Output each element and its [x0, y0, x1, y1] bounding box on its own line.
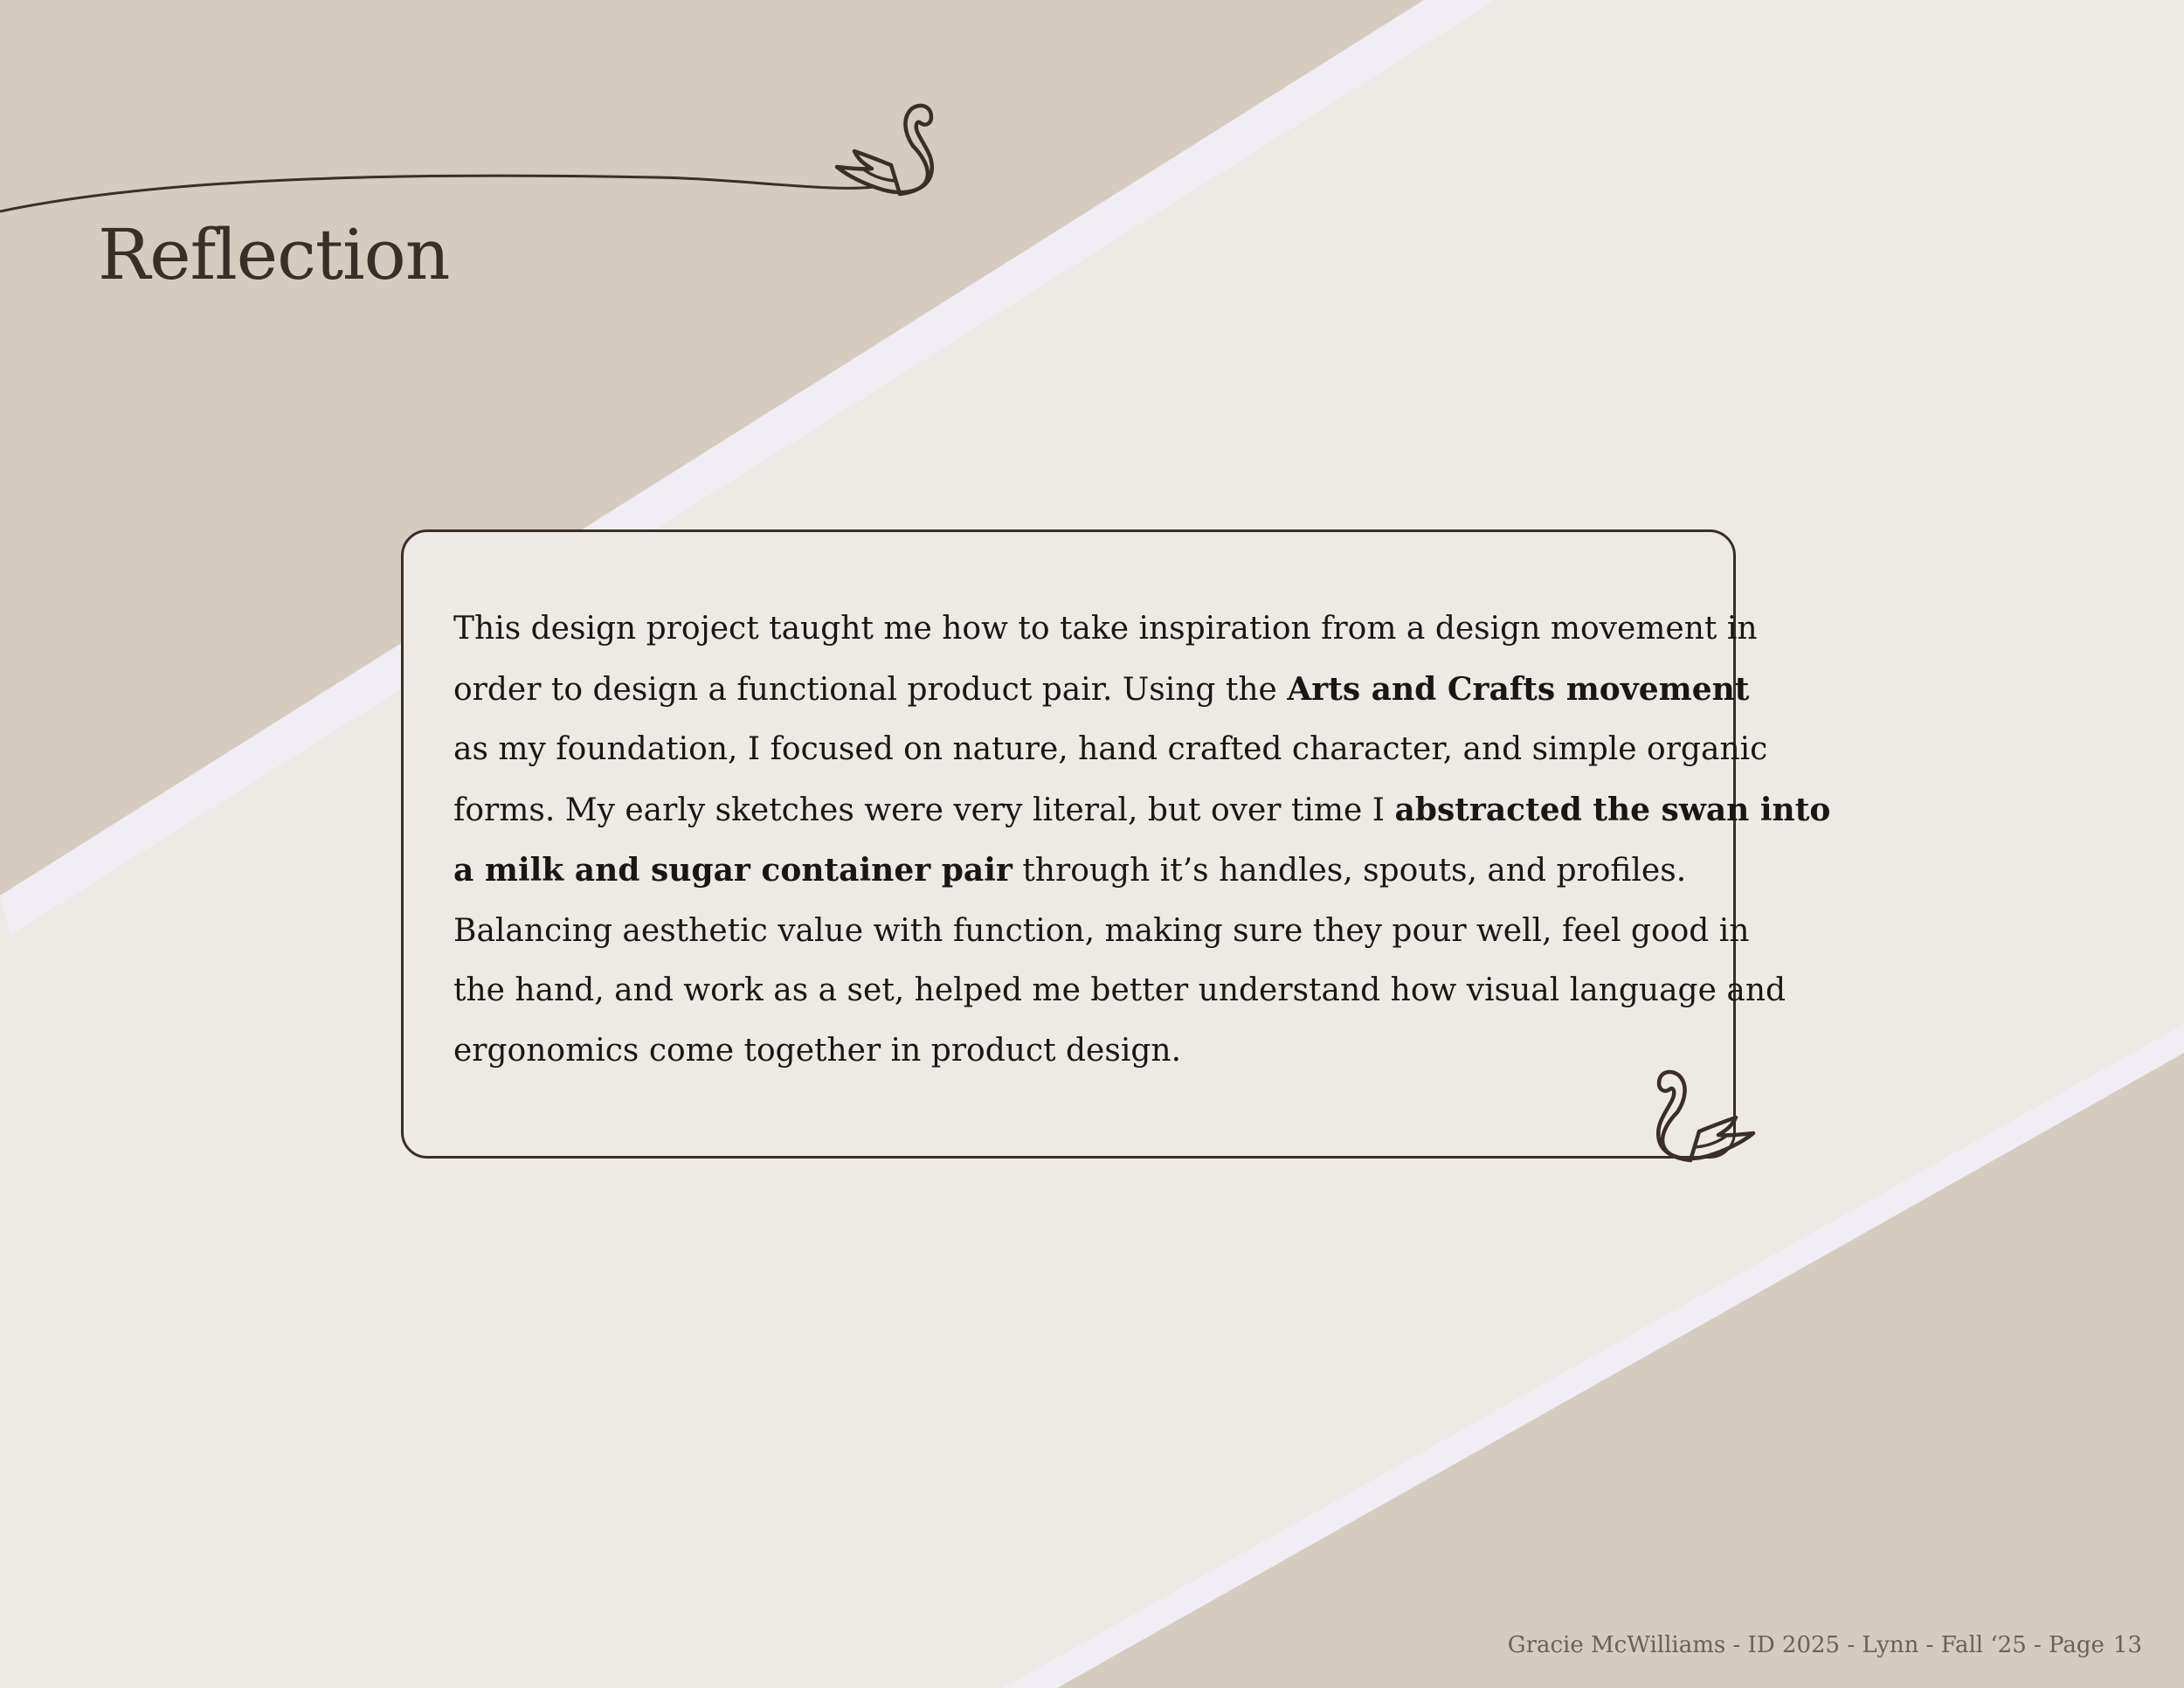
emphasis-text: a milk and sugar container pair	[453, 852, 1013, 889]
page-title: Reflection	[98, 214, 450, 295]
emphasis-text: abstracted the swan into	[1394, 791, 1831, 828]
page-footer	[1508, 1632, 2142, 1658]
text-line: ergonomics come together in product design.	[453, 1032, 1182, 1069]
text-line: This design project taught me how to take inspiration from a design movement in	[453, 611, 1758, 647]
page-number: 13	[2112, 1632, 2142, 1658]
text-line: forms. My early sketches were very literal, but over time I abstracted the swan into	[453, 791, 1831, 828]
text-line: Balancing aesthetic value with function, making sure they pour well, feel good in	[453, 912, 1750, 949]
swan-icon	[1642, 1048, 1773, 1171]
text-line: a milk and sugar container pair through it’s handles, spouts, and profiles.	[453, 852, 1687, 889]
text-line: as my foundation, I focused on nature, hand crafted character, and simple organic	[453, 731, 1768, 767]
swan-icon	[817, 85, 948, 207]
emphasis-text: Arts and Crafts movement	[1287, 670, 1750, 708]
text-line: order to design a functional product pair. Using the Arts and Crafts movement	[453, 670, 1750, 708]
text-line: the hand, and work as a set, helped me better understand how visual language and	[453, 972, 1787, 1008]
reflection-text	[453, 599, 1831, 1081]
footer-text: Gracie McWilliams - ID 2025 - Lynn - Fall ‘25 - Page	[1507, 1632, 2105, 1658]
